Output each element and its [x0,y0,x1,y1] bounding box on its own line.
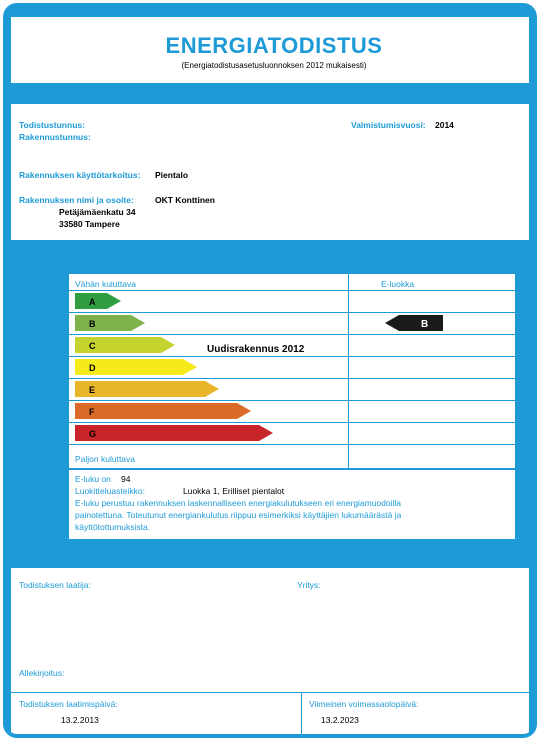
footer-divider [301,692,302,734]
allekirjoitus-label: Allekirjoitus: [19,668,65,678]
scale-divider [348,274,349,468]
postal-address: 33580 Tampere [59,219,120,229]
header-panel [11,17,529,83]
page-title: ENERGIATODISTUS [165,33,383,58]
energy-class-arrow-e [75,381,219,397]
svg-text:B: B [421,319,429,330]
scale-row-line [69,422,515,423]
result-class-arrow [385,315,443,331]
voimassaolo-value: 13.2.2023 [321,715,359,725]
result-panel [69,470,515,539]
scale-row-line [69,334,515,335]
rakennustunnus-label: Rakennustunnus: [19,132,91,142]
energy-class-arrow-g [75,425,273,441]
laatimispaiva-value: 13.2.2013 [61,715,99,725]
eluku-value: 94 [121,474,131,484]
energy-class-arrow-d [75,359,197,375]
building-info-panel [11,104,529,240]
energy-class-arrow-a [75,293,121,309]
svg-text:B: B [89,319,96,329]
valmistumisvuosi-label: Valmistumisvuosi: [351,120,426,130]
scale-row-line [69,400,515,401]
luokittelu-value: Luokka 1, Erilliset pientalot [183,486,285,496]
eluokka-column-label: E-luokka [381,279,415,289]
eluku-label: E-luku on [75,474,111,484]
laatimispaiva-label: Todistuksen laatimispäivä: [19,699,118,709]
energy-scale-panel [69,274,515,468]
todistustunnus-label: Todistustunnus: [19,120,85,130]
scale-row-line [69,356,515,357]
luokittelu-label: Luokitteluasteikko: [75,486,145,496]
nimi-osoite-label: Rakennuksen nimi ja osoite: [19,195,134,205]
energy-class-arrow-b [75,315,145,331]
svg-text:G: G [89,429,97,439]
kayttotarkoitus-value: Pientalo [155,170,189,180]
laatija-label: Todistuksen laatija: [19,580,91,590]
scale-top-label: Vähän kuluttava [75,279,136,289]
scale-row-line [69,312,515,313]
voimassaolo-label: Viimeinen voimassaolopäivä: [309,699,419,709]
kayttotarkoitus-label: Rakennuksen käyttötarkoitus: [19,170,141,180]
scale-row-line [69,444,515,445]
valmistumisvuosi-value: 2014 [435,120,454,130]
svg-text:F: F [89,407,95,417]
svg-text:E: E [89,385,96,395]
svg-text:D: D [89,363,96,373]
signature-panel [11,568,529,734]
note-line-2: painotettuna. Toteutunut energiankulutus riippuu esimerkiksi käyttäjien lukumäärästä ja [75,510,402,520]
scale-bottom-label: Paljon kuluttava [75,454,136,464]
yritys-label: Yritys: [297,580,321,590]
energy-class-arrow-f [75,403,251,419]
building-name: OKT Konttinen [155,195,215,205]
certificate-frame [3,3,537,738]
page-subtitle: (Energiatodistusasetusluonnoksen 2012 mukaisesti) [181,61,367,70]
street-address: Petäjämäenkatu 34 [59,207,136,217]
scale-row-line [69,378,515,379]
svg-text:A: A [89,297,96,307]
energy-class-arrow-c [75,337,175,353]
reference-label: Uudisrakennus 2012 [207,344,305,355]
footer-line [11,692,529,693]
scale-line [69,290,515,291]
svg-text:C: C [89,341,96,351]
note-line-1: E-luku perustuu rakennuksen laskennalliseen energiakulutukseen eri energiamuodoilla [75,498,402,508]
note-line-3: käyttötottumuksista. [75,522,151,532]
